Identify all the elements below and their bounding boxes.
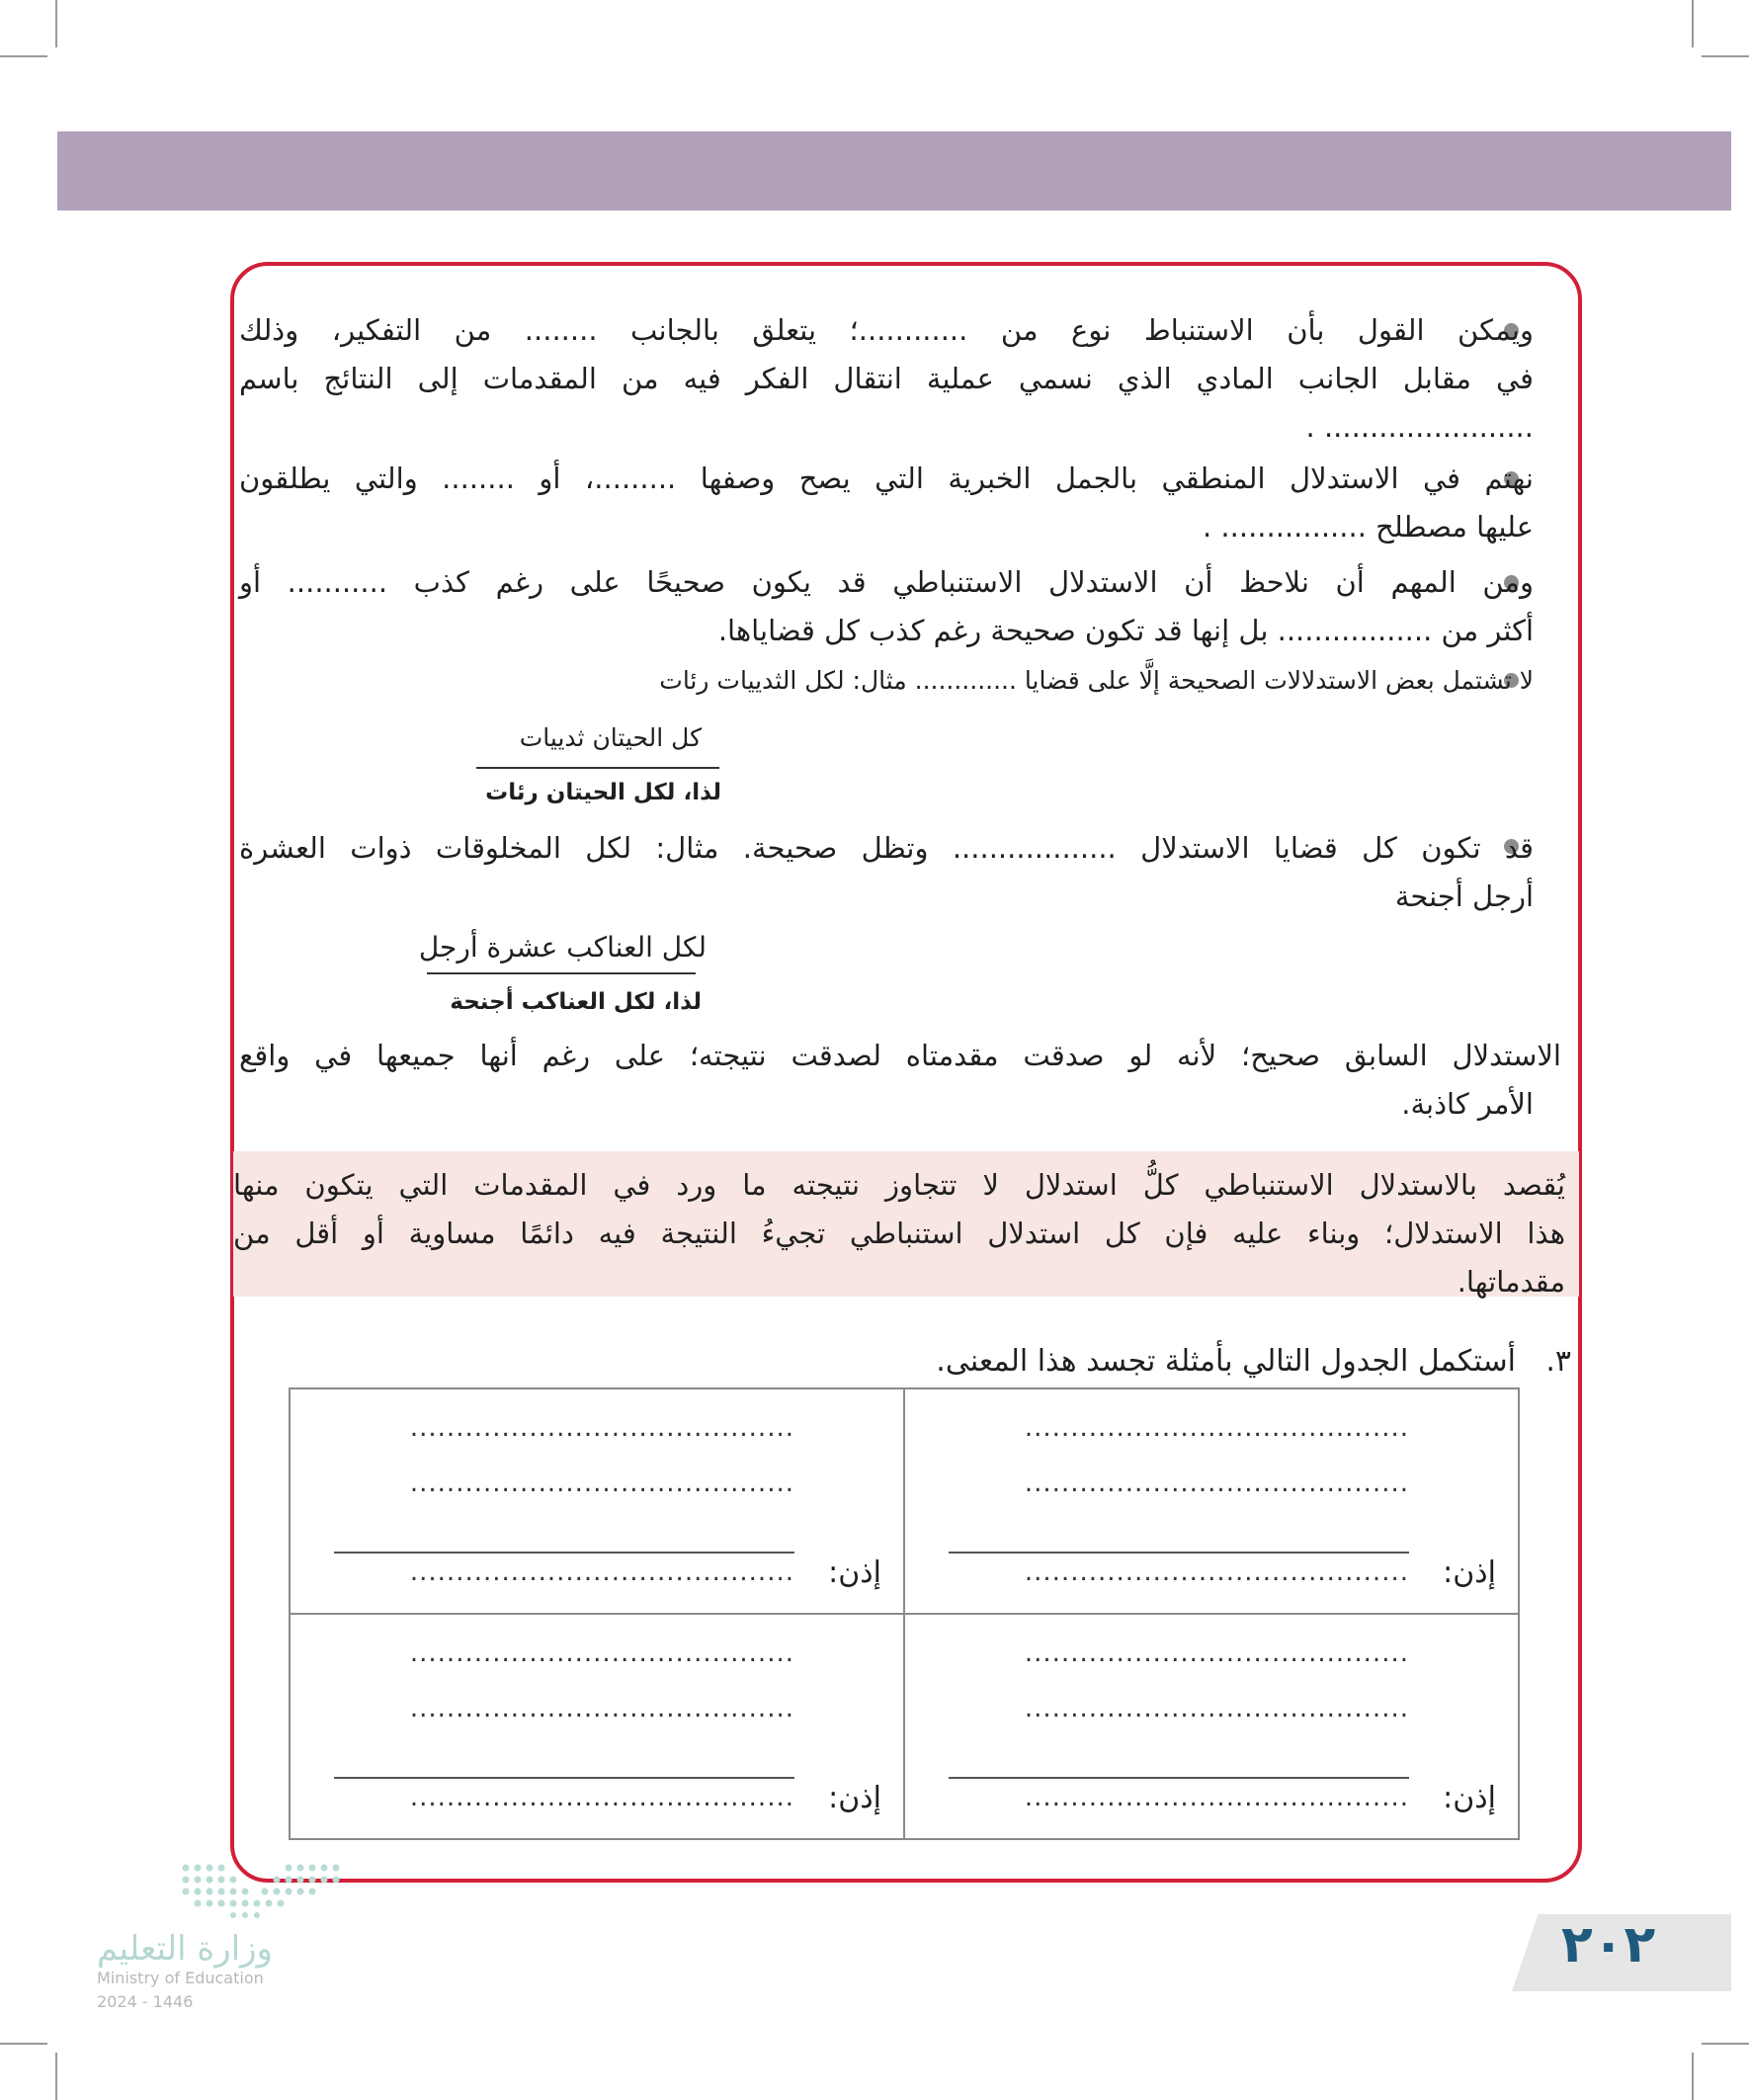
example-1-conclusion: لذا، لكل الحيتان رئات bbox=[485, 780, 721, 805]
crop-mark bbox=[55, 2053, 57, 2100]
answer-blank[interactable]: .......................................... bbox=[1024, 1413, 1409, 1443]
text-line: مقدماتها. bbox=[1457, 1265, 1565, 1299]
example-2-conclusion: لذا، لكل العناكب أجنحة bbox=[450, 989, 702, 1015]
ministry-name-arabic: وزارة التعليم bbox=[97, 1929, 273, 1969]
page-number: ٢٠٢ bbox=[1561, 1915, 1656, 1974]
ministry-name-english: Ministry of Education bbox=[97, 1969, 264, 1987]
text-line: نهتم في الاستدلال المنطقي بالجمل الخبرية التي يصح وصفها .........، أو ........ والتي يطلقون bbox=[239, 462, 1534, 495]
answer-blank[interactable]: .......................................... bbox=[409, 1557, 794, 1587]
crop-mark bbox=[0, 2043, 47, 2045]
answer-blank[interactable]: .......................................... bbox=[1024, 1783, 1409, 1812]
header-band bbox=[57, 131, 1731, 210]
edition-year: 2024 - 1446 bbox=[97, 1992, 194, 2011]
crop-mark bbox=[55, 0, 57, 47]
divider-line bbox=[334, 1552, 794, 1554]
divider-line bbox=[476, 767, 719, 769]
therefore-label: إذن: bbox=[828, 1781, 881, 1815]
therefore-label: إذن: bbox=[1443, 1555, 1496, 1590]
crop-mark bbox=[1692, 0, 1694, 47]
table-cell bbox=[290, 1388, 904, 1614]
note-paragraph bbox=[239, 1032, 1561, 1129]
bullet-paragraph-2 bbox=[239, 455, 1534, 551]
crop-mark bbox=[1702, 55, 1749, 57]
answer-blank[interactable]: .......................................... bbox=[409, 1638, 794, 1668]
text-line: هذا الاستدلال؛ وبناء عليه فإن كل استدلال استنباطي تجيءُ النتيجة فيه دائمًا مساوية أو أقل من bbox=[233, 1217, 1565, 1250]
text-line: ومن المهم أن نلاحظ أن الاستدلال الاستنباطي قد يكون صحيحًا على رغم كذب ........... أو bbox=[239, 565, 1534, 599]
text-line: أرجل أجنحة bbox=[1394, 880, 1534, 913]
bullet-paragraph-3 bbox=[239, 558, 1534, 655]
answer-blank[interactable]: .......................................... bbox=[409, 1783, 794, 1812]
crop-mark bbox=[1692, 2053, 1694, 2100]
answer-blank[interactable]: .......................................... bbox=[1024, 1557, 1409, 1587]
text-line: ويمكن القول بأن الاستنباط نوع من ............؛ يتعلق بالجانب ........ من التفكير، وذلك bbox=[239, 313, 1534, 347]
therefore-label: إذن: bbox=[1443, 1781, 1496, 1815]
divider-line bbox=[949, 1777, 1409, 1779]
answer-blank[interactable]: .......................................... bbox=[1024, 1469, 1409, 1498]
divider-line bbox=[334, 1777, 794, 1779]
answer-blank[interactable]: .......................................... bbox=[409, 1694, 794, 1723]
text-line: قد تكون كل قضايا الاستدلال .................. وتظل صحيحة. مثال: لكل المخلوقات ذوات العشرة bbox=[239, 831, 1534, 865]
example-2-premise: لكل العناكب عشرة أرجل bbox=[418, 931, 707, 964]
text-line: عليها مصطلح ................ . bbox=[1202, 510, 1534, 544]
bullet-paragraph-1 bbox=[239, 306, 1534, 452]
text-line: الاستدلال السابق صحيح؛ لأنه لو صدقت مقدمتاه لصدقت نتيجته؛ على رغم أنها جميعها في واقع bbox=[239, 1039, 1561, 1072]
exercise-prompt: أستكمل الجدول التالي بأمثلة تجسد هذا المعنى. bbox=[936, 1344, 1516, 1379]
table-cell bbox=[904, 1388, 1519, 1614]
answer-blank[interactable]: .......................................... bbox=[1024, 1694, 1409, 1723]
exercise-number: ٣. bbox=[1545, 1344, 1571, 1379]
therefore-label: إذن: bbox=[828, 1555, 881, 1590]
example-1-statement: لا تشتمل بعض الاستدلالات الصحيحة إلَّا على قضايا ............. مثال: لكل الثدييات رئات bbox=[659, 666, 1534, 695]
divider-line bbox=[949, 1552, 1409, 1554]
text-line: الأمر كاذبة. bbox=[1401, 1087, 1534, 1121]
answer-blank[interactable]: .......................................... bbox=[409, 1413, 794, 1443]
table-cell bbox=[290, 1614, 904, 1839]
example-1-premise: كل الحيتان ثدييات bbox=[519, 723, 702, 752]
answer-table bbox=[289, 1387, 1520, 1840]
example-2-paragraph bbox=[239, 824, 1534, 921]
divider-line bbox=[427, 972, 696, 974]
text-line: أكثر من ................. بل إنها قد تكون صحيحة رغم كذب كل قضاياها. bbox=[717, 614, 1534, 647]
table-cell bbox=[904, 1614, 1519, 1839]
text-line: ....................... . bbox=[1305, 410, 1534, 444]
crop-mark bbox=[1702, 2043, 1749, 2045]
crop-mark bbox=[0, 55, 47, 57]
answer-blank[interactable]: .......................................... bbox=[409, 1469, 794, 1498]
definition-paragraph bbox=[233, 1161, 1565, 1306]
ministry-logo-icon bbox=[180, 1860, 350, 1919]
text-line: يُقصد بالاستدلال الاستنباطي كلُّ استدلال لا تتجاوز نتيجته ما ورد في المقدمات التي يتكون منها bbox=[233, 1168, 1565, 1202]
answer-blank[interactable]: .......................................... bbox=[1024, 1638, 1409, 1668]
text-line: في مقابل الجانب المادي الذي نسمي عملية انتقال الفكر فيه من المقدمات إلى النتائج باسم bbox=[239, 362, 1534, 395]
